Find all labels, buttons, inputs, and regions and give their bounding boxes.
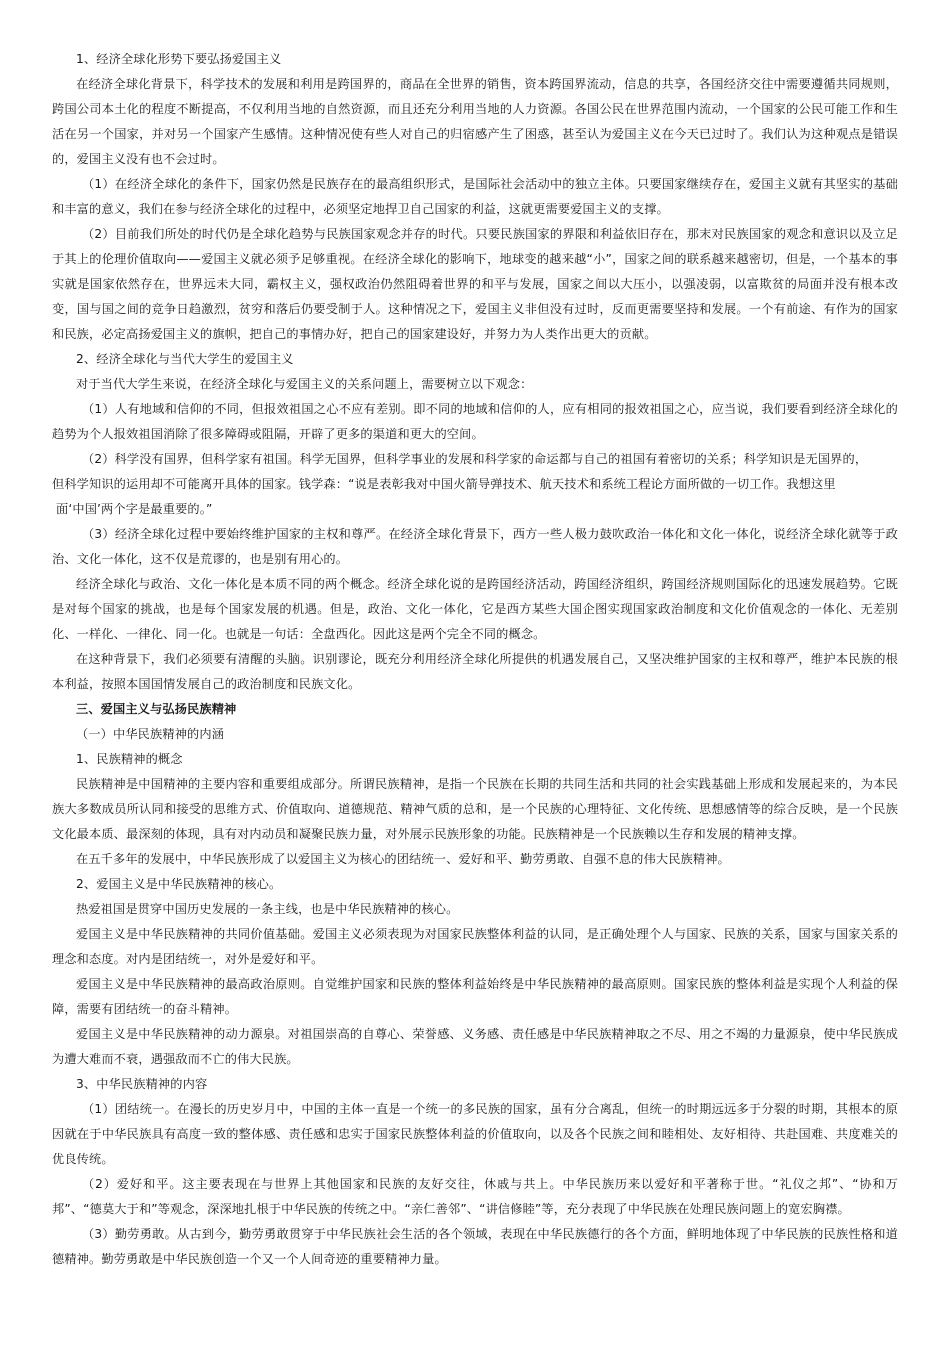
section-heading: 2、爱国主义是中华民族精神的核心。 <box>76 877 282 891</box>
body-paragraph: 在经济全球化背景下，科学技术的发展和利用是跨国界的，商品在全世界的销售，资本跨国界流动，信息的共享，各国经济交往中需要遵循共同规则，跨国公司本土化的程度不断提高，不仅利用当地的自然资源，而且还充分利用当地的人力资源。各国公民在世界范围内流动，一个国家的公民可能工作和生活在另一个国家，并对另一个国家产生感情。这种情况使有些人对自己的归宿感产生了困惑，甚至认为爱国主义在今天已过时了。我们认为这种观点是错误的，爱国主义没有也不会过时。 <box>52 77 898 166</box>
body-paragraph: （2）爱好和平。这主要表现在与世界上其他国家和民族的友好交往，休戚与共上。中华民族历来以爱好和平著称于世。“礼仪之邦”、“协和万邦”、“德莫大于和”等观念，深深地扎根于中华民族的传统之中。“亲仁善邻”、“讲信修睦”等，充分表现了中华民族在处理民族问题上的宽宏胸襟。 <box>52 1177 898 1216</box>
body-paragraph: 爱国主义是中华民族精神的最高政治原则。自觉维护国家和民族的整体利益始终是中华民族精神的最高原则。国家民族的整体利益是实现个人利益的保障，需要有团结统一的奋斗精神。 <box>52 977 898 1016</box>
body-paragraph-multiline <box>52 447 898 522</box>
paragraph-line: 面‘中国’两个字是最重要的。” <box>56 502 213 516</box>
body-paragraph: （1）在经济全球化的条件下，国家仍然是民族存在的最高组织形式，是国际社会活动中的独立主体。只要国家继续存在，爱国主义就有其坚实的基础和丰富的意义，我们在参与经济全球化的过程中，必须坚定地捍卫自己国家的利益，这就更需要爱国主义的支撑。 <box>52 177 898 216</box>
body-paragraph: 民族精神是中国精神的主要内容和重要组成部分。所谓民族精神，是指一个民族在长期的共同生活和共同的社会实践基础上形成和发展起来的，为本民族大多数成员所认同和接受的思维方式、价值取向、道德规范、精神气质的总和，是一个民族的心理特征、文化传统、思想感情等的综合反映，是一个民族文化最本质、最深刻的体现，具有对内动员和凝聚民族力量，对外展示民族形象的功能。民族精神是一个民族赖以生存和发展的精神支撑。 <box>52 777 898 841</box>
chapter-heading: 三、爱国主义与弘扬民族精神 <box>76 702 237 716</box>
body-paragraph: 爱国主义是中华民族精神的动力源泉。对祖国崇高的自尊心、荣誉感、义务感、责任感是中华民族精神取之不尽、用之不竭的力量源泉，使中华民族成为遭大难而不衰，遇强敌而不亡的伟大民族。 <box>52 1027 898 1066</box>
body-paragraph: 爱国主义是中华民族精神的共同价值基础。爱国主义必须表现为对国家民族整体利益的认同，是正确处理个人与国家、民族的关系，国家与国家关系的理念和态度。对内是团结统一，对外是爱好和平。 <box>52 927 898 966</box>
section-heading: 1、经济全球化形势下要弘扬爱国主义 <box>76 52 282 66</box>
document-page <box>52 47 898 1272</box>
body-paragraph: 热爱祖国是贯穿中国历史发展的一条主线，也是中华民族精神的核心。 <box>76 902 459 916</box>
body-paragraph: （3）勤劳勇敢。从古到今，勤劳勇敢贯穿于中华民族社会生活的各个领域，表现在中华民族德行的各个方面，鲜明地体现了中华民族的民族性格和道德精神。勤劳勇敢是中华民族创造一个又一个人间奇迹的重要精神力量。 <box>52 1227 898 1266</box>
body-paragraph: 在五千多年的发展中，中华民族形成了以爱国主义为核心的团结统一、爱好和平、勤劳勇敢、自强不息的伟大民族精神。 <box>76 852 730 866</box>
body-paragraph: （1）人有地域和信仰的不同，但报效祖国之心不应有差别。即不同的地域和信仰的人，应有相同的报效祖国之心，应当说，我们要看到经济全球化的趋势为个人报效祖国消除了很多障碍或阻隔，开辟了更多的渠道和更大的空间。 <box>52 402 898 441</box>
paragraph-line: 但科学知识的运用却不可能离开具体的国家。钱学森：“说是表彰我对中国火箭导弹技术、航天技术和系统工程论方面所做的一切工作。我想这里 <box>52 477 836 491</box>
body-paragraph: 对于当代大学生来说，在经济全球化与爱国主义的关系问题上，需要树立以下观念： <box>76 377 533 391</box>
body-paragraph: （1）团结统一。在漫长的历史岁月中，中国的主体一直是一个统一的多民族的国家，虽有分合离乱，但统一的时期远远多于分裂的时期，其根本的原因就在于中华民族具有高度一致的整体感、责任感和忠实于国家民族整体利益的价值取向，以及各个民族之间和睦相处、友好相待、共赴国难、共度难关的优良传统。 <box>52 1102 898 1166</box>
section-heading: 3、中华民族精神的内容 <box>76 1077 208 1091</box>
body-paragraph: 在这种背景下，我们必须要有清醒的头脑。识别谬论，既充分利用经济全球化所提供的机遇发展自己，又坚决维护国家的主权和尊严，维护本民族的根本利益，按照本国国情发展自己的政治制度和民族文化。 <box>52 652 898 691</box>
body-paragraph: （2）目前我们所处的时代仍是全球化趋势与民族国家观念并存的时代。只要民族国家的界限和利益依旧存在，那末对民族国家的观念和意识以及立足于其上的伦理价值取向——爱国主义就必须予足够重视。在经济全球化的影响下，地球变的越来越“小”，国家之间的联系越来越密切，但是，一个基本的事实就是国家依然存在，世界远未大同，霸权主义，强权政治仍然阻碍着世界的和平与发展，国家之间以大压小，以强凌弱，以富欺贫的局面并没有根本改变，国与国之间的竞争日趋激烈，贫穷和落后仍要受制于人。这种情况之下，爱国主义非但没有过时，反而更需要坚持和发展。一个有前途、有作为的国家和民族，必定高扬爱国主义的旗帜，把自己的事情办好，把自己的国家建设好，并努力为人类作出更大的贡献。 <box>52 227 898 341</box>
section-heading: 1、民族精神的概念 <box>76 752 183 766</box>
body-paragraph: （3）经济全球化过程中要始终维护国家的主权和尊严。在经济全球化背景下，西方一些人极力鼓吹政治一体化和文化一体化，说经济全球化就等于政治、文化一体化，这不仅是荒谬的，也是别有用心的。 <box>52 527 898 566</box>
section-heading: 2、经济全球化与当代大学生的爱国主义 <box>76 352 294 366</box>
paragraph-line: （2）科学没有国界，但科学家有祖国。科学无国界，但科学事业的发展和科学家的命运都与自己的祖国有着密切的关系；科学知识是无国界的， <box>82 452 868 466</box>
body-paragraph: 经济全球化与政治、文化一体化是本质不同的两个概念。经济全球化说的是跨国经济活动，跨国经济组织，跨国经济规则国际化的迅速发展趋势。它既是对每个国家的挑战，也是每个国家发展的机遇。但是，政治、文化一体化，它是西方某些大国企图实现国家政治制度和文化价值观念的一体化、无差别化、一样化、一律化、同一化。也就是一句话：全盘西化。因此这是两个完全不同的概念。 <box>52 577 898 641</box>
subsection-heading: （一）中华民族精神的内涵 <box>76 727 225 741</box>
